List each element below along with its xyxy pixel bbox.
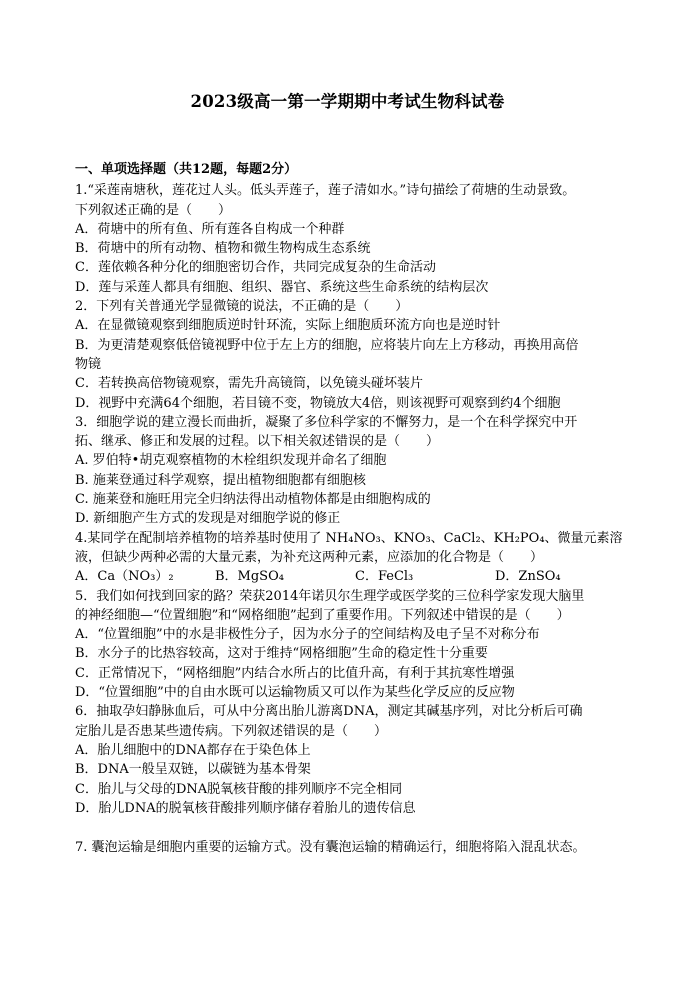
question-stem: 6．抽取孕妇静脉血后，可从中分离出胎儿游离DNA，测定其碱基序列，对比分析后可确 bbox=[75, 704, 583, 720]
options-row bbox=[75, 567, 615, 586]
option-b: B．MgSO₄ bbox=[215, 569, 284, 585]
option-c: C．FeCl₃ bbox=[355, 569, 414, 585]
section-heading: 一、单项选择题（共12题，每题2分） bbox=[75, 162, 298, 177]
option-d: D. 新细胞产生方式的发现是对细胞学说的修正 bbox=[75, 511, 341, 527]
option-c: C. 施莱登和施旺用完全归纳法得出动植物体都是由细胞构成的 bbox=[75, 492, 431, 508]
question-5 bbox=[75, 587, 615, 703]
option-d: D．胎儿DNA的脱氧核苷酸排列顺序储存着胎儿的遗传信息 bbox=[75, 800, 416, 816]
question-stem: 下列叙述正确的是（ ） bbox=[75, 202, 232, 218]
option-d: D．视野中充满64个细胞，若目镜不变，物镜放大4倍，则该视野可观察到约4个细胞 bbox=[75, 395, 561, 411]
question-stem: 2．下列有关普通光学显微镜的说法，不正确的是（ ） bbox=[75, 299, 409, 315]
option-b: B．荷塘中的所有动物、植物和微生物构成生态系统 bbox=[75, 241, 371, 257]
option-a: A．在显微镜观察到细胞质逆时针环流，实际上细胞质环流方向也是逆时针 bbox=[75, 318, 501, 334]
option-d: D．“位置细胞”中的自由水既可以运输物质又可以作为某些化学反应的反应物 bbox=[75, 685, 515, 701]
option-d: D．莲与采莲人都具有细胞、组织、器官、系统这些生命系统的结构层次 bbox=[75, 279, 489, 295]
option-b: B．DNA一般呈双链，以碳链为基本骨架 bbox=[75, 762, 311, 778]
exam-content bbox=[75, 160, 623, 857]
option-d: D．ZnSO₄ bbox=[495, 569, 561, 585]
page-title: 2023级高一第一学期期中考试生物科试卷 bbox=[190, 92, 505, 111]
option-a: A. 罗伯特•胡克观察植物的木栓组织发现并命名了细胞 bbox=[75, 453, 387, 469]
question-7 bbox=[75, 838, 635, 857]
option-c: C．若转换高倍物镜观察，需先升高镜筒，以免镜头碰坏装片 bbox=[75, 376, 423, 392]
question-stem: 拓、继承、修正和发展的过程。以下相关叙述错误的是（ ） bbox=[75, 434, 440, 450]
option-c: C．胎儿与父母的DNA脱氧核苷酸的排列顺序不完全相同 bbox=[75, 781, 403, 797]
question-stem: 1.“采莲南塘秋，莲花过人头。低头弄莲子，莲子清如水。”诗句描绘了荷塘的生动景致。 bbox=[75, 183, 576, 199]
question-1 bbox=[75, 181, 615, 297]
question-3 bbox=[75, 413, 615, 529]
option-a: A．荷塘中的所有鱼、所有莲各自构成一个种群 bbox=[75, 221, 345, 237]
option-c: C．莲依赖各种分化的细胞密切合作，共同完成复杂的生命活动 bbox=[75, 260, 436, 276]
option-a: A．胎儿细胞中的DNA都存在于染色体上 bbox=[75, 742, 311, 758]
question-stem: 液，但缺少两种必需的大量元素，为补充这两种元素，应添加的化合物是（ ） bbox=[75, 549, 544, 565]
question-stem: 5．我们如何找到回家的路？荣获2014年诺贝尔生理学或医学奖的三位科学家发现大脑里 bbox=[75, 588, 585, 604]
question-stem: 定胎儿是否患某些遗传病。下列叙述错误的是（ ） bbox=[75, 723, 388, 739]
question-4 bbox=[75, 529, 623, 587]
option-a: A．“位置细胞”中的水是非极性分子，因为水分子的空间结构及电子呈不对称分布 bbox=[75, 627, 540, 643]
question-stem: 的神经细胞—“位置细胞”和“网格细胞”起到了重要作用。下列叙述中错误的是（ ） bbox=[75, 607, 570, 623]
question-stem: 4.某同学在配制培养植物的培养基时使用了 NH₄NO₃、KNO₃、CaCl₂、KH₂PO₄、微量元素溶 bbox=[75, 530, 623, 546]
spacer bbox=[75, 818, 615, 838]
option-a: A．Ca（NO₃）₂ bbox=[75, 569, 174, 585]
option-b: B．为更清楚观察低倍镜视野中位于左上方的细胞，应将装片向左上方移动，再换用高倍 bbox=[75, 337, 579, 353]
question-2 bbox=[75, 297, 615, 413]
option-c: C．正常情况下，“网格细胞”内结合水所占的比值升高，有利于其抗寒性增强 bbox=[75, 665, 515, 681]
option-b: B．水分子的比热容较高，这对于维持“网格细胞”生命的稳定性十分重要 bbox=[75, 646, 488, 662]
question-stem: 3．细胞学说的建立漫长而曲折，凝聚了多位科学家的不懈努力，是一个在科学探究中开 bbox=[75, 414, 578, 430]
option-b: B. 施莱登通过科学观察，提出植物细胞都有细胞核 bbox=[75, 472, 366, 488]
option-b-continued: 物镜 bbox=[75, 356, 102, 372]
question-6 bbox=[75, 702, 615, 818]
question-stem: 7. 囊泡运输是细胞内重要的运输方式。没有囊泡运输的精确运行，细胞将陷入混乱状态。 bbox=[75, 840, 586, 856]
